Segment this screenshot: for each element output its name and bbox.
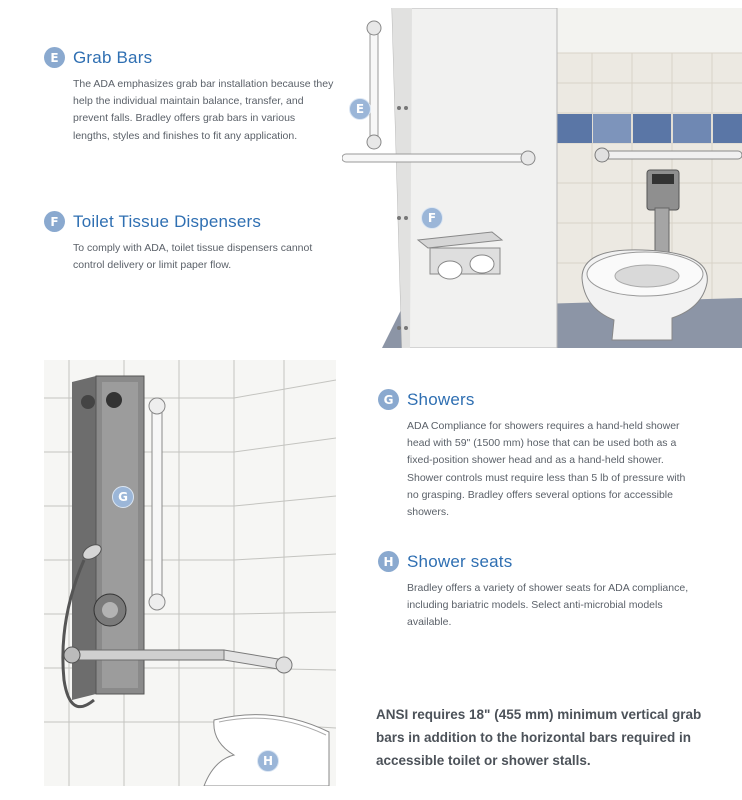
showers-badge: G (378, 389, 399, 410)
shower-seats-title: Shower seats (407, 551, 513, 571)
grab-bars-title: Grab Bars (73, 47, 153, 67)
grab-bars-badge: E (44, 47, 65, 68)
shower-stall-illustration (44, 360, 336, 786)
toilet-tissue-heading-row (44, 211, 334, 232)
shower-illus-badge-h: H (257, 750, 279, 772)
showers-body: ADA Compliance for showers requires a hand-held shower head with 59" (1500 mm) hose that can be used both as a fixed-position shower head and as a hand-held shower. Shower controls must require less than 5 lb of pressure with no grasping. Bradley offers several options for accessible showers. (407, 420, 686, 519)
toilet-illus-badge-e: E (349, 98, 371, 120)
ansi-requirement-note: ANSI requires 18" (455 mm) minimum vertical grab bars in addition to the horizontal bars required in accessible toilet or shower stalls. (376, 707, 702, 768)
shower-seats-body: Bradley offers a variety of shower seats for ADA compliance, including bariatric models. Select anti-microbial models available. (407, 582, 689, 629)
showers-title: Showers (407, 389, 475, 409)
shower-stall-drawing (44, 360, 336, 786)
section-showers (378, 389, 698, 521)
toilet-tissue-title: Toilet Tissue Dispensers (73, 211, 262, 231)
toilet-tissue-badge: F (44, 211, 65, 232)
toilet-stall-illustration (342, 8, 742, 348)
shower-seats-heading-row (378, 551, 698, 572)
showers-heading-row (378, 389, 698, 410)
shower-illus-badge-g: G (112, 486, 134, 508)
section-toilet-tissue (44, 211, 334, 274)
shower-seats-badge: H (378, 551, 399, 572)
toilet-illus-badge-f: F (421, 207, 443, 229)
grab-bars-heading-row (44, 47, 334, 68)
toilet-tissue-body: To comply with ADA, toilet tissue dispensers cannot control delivery or limit paper flow. (73, 242, 313, 272)
toilet-stall-drawing (342, 8, 742, 348)
section-grab-bars (44, 47, 334, 145)
grab-bars-body: The ADA emphasizes grab bar installation because they help the individual maintain balance, transfer, and prevent falls. Bradley offers grab bars in various lengths, styles and finishes to fit any application. (73, 78, 334, 142)
section-shower-seats (378, 551, 698, 632)
